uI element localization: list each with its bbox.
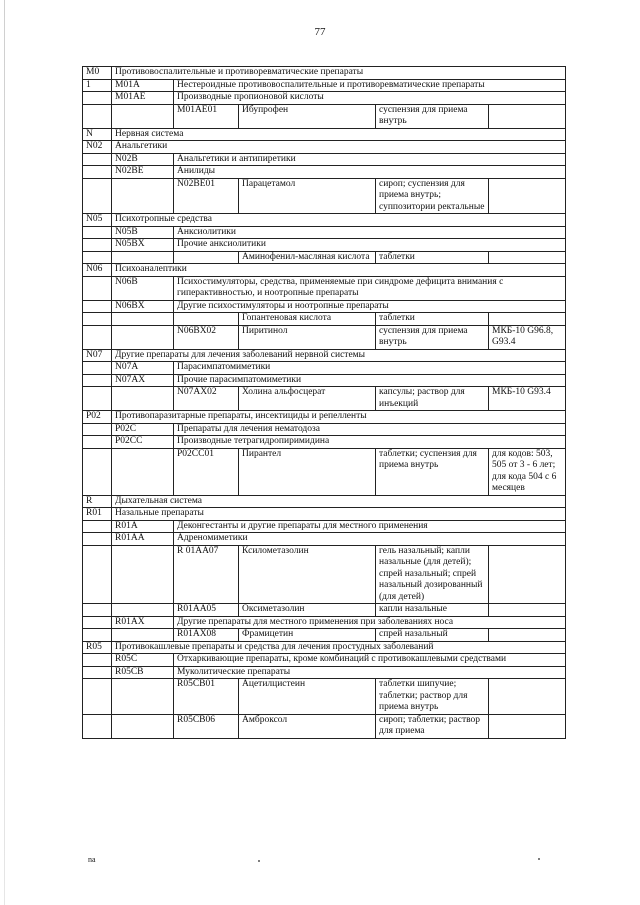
table-row [83,92,566,105]
drug-note [489,679,566,715]
table-row [83,520,566,533]
empty-cell: 1 [83,79,112,92]
empty-cell [83,374,112,387]
drug-name: Оксиметазолин [239,604,376,617]
section-code: M0 [83,67,112,80]
group-code: N06B [112,276,174,300]
section-title: Противокашлевые препараты и средства для лечения простудных заболеваний [112,641,566,654]
drug-form: таблетки шипучие; таблетки; раствор для приема внутрь [376,679,489,715]
drug-code: P02CC01 [174,448,239,495]
drug-note [489,251,566,264]
subgroup-code: N06BX [112,300,174,313]
empty-cell [112,313,174,326]
drug-note [489,629,566,642]
table-row [83,411,566,424]
table-row [83,423,566,436]
empty-cell [83,448,112,495]
table-row [83,362,566,375]
table-row [83,166,566,179]
table-row [83,67,566,80]
drug-name: Парацетамол [239,178,376,214]
drug-name: Ацетилцистеин [239,679,376,715]
table-row [83,508,566,521]
drug-note: МКБ-10 G96.8, G93.4 [489,325,566,349]
drug-name: Холина альфосцерат [239,387,376,411]
empty-cell [83,629,112,642]
table-row [83,495,566,508]
drug-code [174,251,239,264]
section-title: Психотропные средства [112,214,566,227]
scan-speck [258,860,260,862]
section-code: N02 [83,141,112,154]
subgroup-code: R01AA [112,533,174,546]
table-row [83,641,566,654]
subgroup-title: Адреномиметики [174,533,566,546]
table-row [83,128,566,141]
empty-cell [83,616,112,629]
drug-name: Амброксол [239,714,376,738]
group-code: N05B [112,226,174,239]
empty-cell [83,92,112,105]
drug-note: МКБ-10 G93.4 [489,387,566,411]
empty-cell [83,545,112,604]
drug-form: спрей назальный [376,629,489,642]
table-row [83,374,566,387]
empty-cell [83,520,112,533]
empty-cell [112,325,174,349]
empty-cell [112,679,174,715]
subgroup-title: Производные пропионовой кислоты [174,92,566,105]
drug-form: таблетки [376,313,489,326]
section-title: Назальные препараты [112,508,566,521]
table-row [83,448,566,495]
empty-cell [112,629,174,642]
section-code: R05 [83,641,112,654]
empty-cell [83,166,112,179]
subgroup-code: R05CB [112,666,174,679]
empty-cell [83,276,112,300]
empty-cell [112,448,174,495]
drug-code: R01AX08 [174,629,239,642]
table-row [83,604,566,617]
table-row [83,226,566,239]
subgroup-code: P02CC [112,436,174,449]
section-title: Анальгетики [112,141,566,154]
table-row [83,104,566,128]
drug-name: Ксилометазолин [239,545,376,604]
group-title: Психостимуляторы, средства, применяемые при синдроме дефицита внимания с гиперактивностью, и ноотропные препараты [174,276,566,300]
drug-form: таблетки [376,251,489,264]
group-title: Нестероидные противовоспалительные и противоревматические препараты [174,79,566,92]
section-code: N06 [83,264,112,277]
drug-code: M01AE01 [174,104,239,128]
subgroup-code: N05BX [112,239,174,252]
empty-cell [112,251,174,264]
table-row [83,545,566,604]
drug-name: Пирантел [239,448,376,495]
section-code: R01 [83,508,112,521]
empty-cell [83,533,112,546]
drug-form: сироп; таблетки; раствор для приема [376,714,489,738]
drug-form: гель назальный; капли назальные (для детей); спрей назальный; спрей назальный дозированный (для детей) [376,545,489,604]
table-row [83,214,566,227]
table-row [83,79,566,92]
section-title: Нервная система [112,128,566,141]
table-row [83,666,566,679]
empty-cell [83,362,112,375]
drug-code: R05CB06 [174,714,239,738]
empty-cell [83,300,112,313]
empty-cell [83,714,112,738]
table-row [83,141,566,154]
table-row [83,616,566,629]
footer-mark: na [88,855,96,864]
scan-speck [538,858,540,860]
table-row [83,714,566,738]
table-row [83,325,566,349]
drug-form: суспензия для приема внутрь [376,104,489,128]
empty-cell [83,436,112,449]
subgroup-code: M01AE [112,92,174,105]
drug-name: Ибупрофен [239,104,376,128]
empty-cell [112,104,174,128]
subgroup-title: Другие психостимуляторы и ноотропные препараты [174,300,566,313]
drug-code: N07AX02 [174,387,239,411]
table-row [83,679,566,715]
empty-cell [83,153,112,166]
drug-note: для кодов: 503, 505 от 3 - 6 лет; для кода 504 с 6 месяцев [489,448,566,495]
empty-cell [83,679,112,715]
drug-note [489,714,566,738]
drug-name: Пиритинол [239,325,376,349]
drug-form: таблетки; суспензия для приема внутрь [376,448,489,495]
table-row [83,239,566,252]
empty-cell [112,387,174,411]
group-code: R05C [112,654,174,667]
group-title: Другие препараты для местного применения при заболеваниях носа [174,616,566,629]
table-row [83,178,566,214]
section-code: P02 [83,411,112,424]
section-title: Другие препараты для лечения заболеваний нервной системы [112,349,566,362]
empty-cell [112,178,174,214]
table-row [83,264,566,277]
table-row [83,533,566,546]
empty-cell [83,325,112,349]
drug-name: Гопантеновая кислота [239,313,376,326]
group-title: Анксиолитики [174,226,566,239]
section-title: Противопаразитарные препараты, инсектициды и репелленты [112,411,566,424]
empty-cell [83,251,112,264]
section-code: N07 [83,349,112,362]
empty-cell [112,545,174,604]
table-row [83,251,566,264]
drug-form: капсулы; раствор для инъекций [376,387,489,411]
table-row [83,153,566,166]
drug-form: суспензия для приема внутрь [376,325,489,349]
drug-code: R05CB01 [174,679,239,715]
group-title: Анальгетики и антипиретики [174,153,566,166]
subgroup-title: Прочие анксиолитики [174,239,566,252]
table-row [83,300,566,313]
page-number: 77 [314,26,326,38]
section-title: Психоаналептики [112,264,566,277]
drug-code [174,313,239,326]
drug-code: N02BE01 [174,178,239,214]
group-code: P02C [112,423,174,436]
empty-cell [83,226,112,239]
empty-cell [83,239,112,252]
section-code: N [83,128,112,141]
table-row [83,349,566,362]
subgroup-code: N07AX [112,374,174,387]
group-code: R01AX [112,616,174,629]
drug-form: сироп; суспензия для приема внутрь; суппозитории ректальные [376,178,489,214]
drug-note [489,178,566,214]
empty-cell [83,178,112,214]
subgroup-title: Прочие парасимпатомиметики [174,374,566,387]
drug-note [489,545,566,604]
drug-code: N06BX02 [174,325,239,349]
section-code: N05 [83,214,112,227]
drug-code: R01AA05 [174,604,239,617]
drug-note [489,604,566,617]
empty-cell [83,313,112,326]
drug-note [489,313,566,326]
table-row [83,654,566,667]
section-code: R [83,495,112,508]
table-row [83,276,566,300]
group-title: Парасимпатомиметики [174,362,566,375]
subgroup-title: Муколитические препараты [174,666,566,679]
scan-edge-line [4,0,5,905]
drug-code: R 01AA07 [174,545,239,604]
group-title: Отхаркивающие препараты, кроме комбинаций с противокашлевыми средствами [174,654,566,667]
group-code: R01A [112,520,174,533]
table-row [83,313,566,326]
empty-cell [83,104,112,128]
group-code: N02B [112,153,174,166]
table-row [83,387,566,411]
subgroup-title: Анилиды [174,166,566,179]
drug-note [489,104,566,128]
group-title: Препараты для лечения нематодоза [174,423,566,436]
group-title: Деконгестанты и другие препараты для местного применения [174,520,566,533]
table-row [83,629,566,642]
section-title: Дыхательная система [112,495,566,508]
subgroup-title: Производные тетрагидропиримидина [174,436,566,449]
table-row [83,436,566,449]
empty-cell [83,654,112,667]
drug-name: Фрамицетин [239,629,376,642]
empty-cell [112,604,174,617]
group-code: M01A [112,79,174,92]
drug-form: капли назальные [376,604,489,617]
drug-name: Аминофенил-масляная кислота [239,251,376,264]
empty-cell [83,387,112,411]
drug-classification-table [82,66,566,739]
section-title: Противовоспалительные и противоревматические препараты [112,67,566,80]
group-code: N07A [112,362,174,375]
empty-cell [83,423,112,436]
empty-cell [83,604,112,617]
empty-cell [112,714,174,738]
subgroup-code: N02BE [112,166,174,179]
empty-cell [83,666,112,679]
